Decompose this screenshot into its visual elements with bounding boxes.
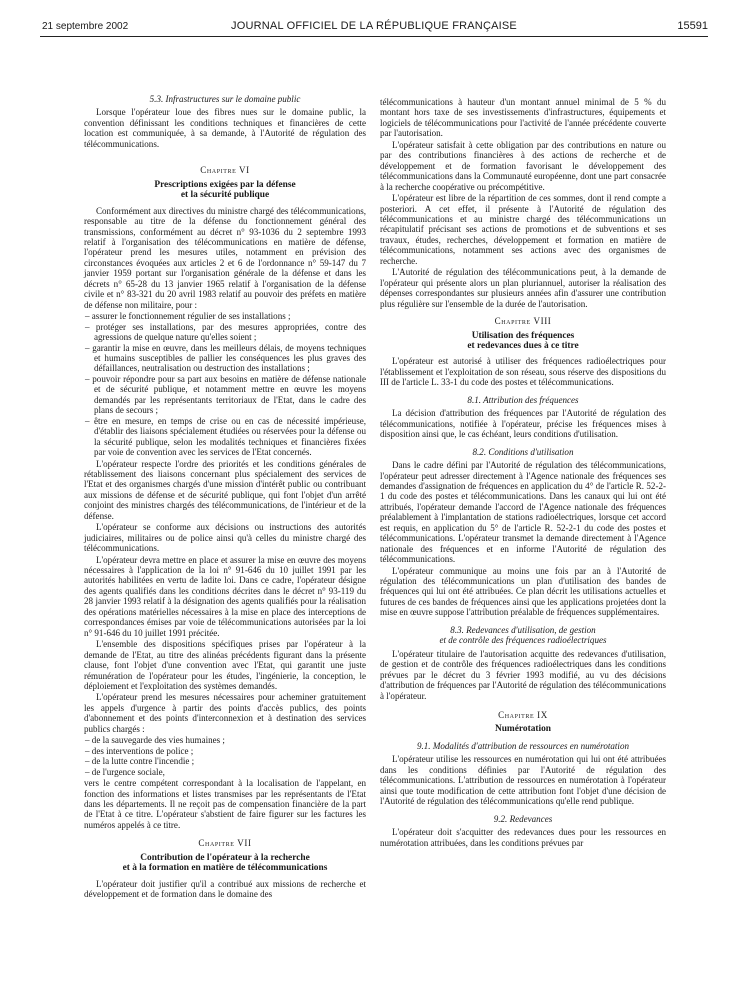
list-item: – être en mesure, en temps de crise ou en cas de nécessité impérieuse, d'établir des liaisons spécialement étudiées ou réservées pour la défense ou la sécurité publique, selon les modalités techniques et financières fixées par voie de convention avec les services de l'Etat concernés.	[84, 416, 366, 458]
section-9-2-heading: 9.2. Redevances	[493, 813, 553, 824]
chapter-8-title	[380, 331, 666, 352]
left-column	[84, 94, 366, 901]
list-item: – protéger ses installations, par des mesures appropriées, contre des agressions de quelque nature qu'elles soient ;	[84, 322, 366, 343]
paragraph: télécommunications à hauteur d'un montant annuel minimal de 5 % du montant hors taxe de ses investissements d'infrastructures, équipements et logiciels de télécommunications pour l'activité de l'année précédente couverte par l'autorisation.	[380, 97, 666, 139]
paragraph: L'opérateur communique au moins une fois par an à l'Autorité de régulation des télécommunications un plan d'utilisation des bandes de fréquences qui lui ont été attribuées. Ce plan décrit les utilisations actuelles et futures de ces bandes de fréquences ainsi que les applications projetées dont la mise en œuvre suppose l'attribution préalable de fréquences supplémentaires.	[380, 565, 666, 618]
header-title: JOURNAL OFFICIEL DE LA RÉPUBLIQUE FRANÇAISE	[231, 20, 517, 32]
paragraph: Lorsque l'opérateur loue des fibres nues sur le domaine public, la convention définissant les conditions techniques et financières de cette location est communiquée, à sa demande, à l'Autorité de régulation des télécommunications.	[84, 107, 366, 149]
paragraph: Dans le cadre défini par l'Autorité de régulation des télécommunications, l'opérateur peut adresser directement à l'Agence nationale des fréquences ses demandes d'assignation de fréquences en application du 4° de l'article R. 52-2-1 du code des postes et télécommunications. Dans les canaux qui lui ont été attribués, l'opérateur demande l'accord de l'Agence nationale des fréquences préalablement à l'implantation de stations radioélectriques, lorsque cet accord est requis, en application du 5° de l'article R. 52-2-1 du code des postes et télécommunications. L'opérateur transmet la demande directement à l'Agence nationale des fréquences et en informe l'Autorité de régulation des télécommunications.	[380, 460, 666, 565]
paragraph: L'ensemble des dispositions spécifiques prises par l'opérateur à la demande de l'Etat, au titre des alinéas précédents figurant dans la présente clause, font l'objet d'une convention avec l'Etat, qui garantit une juste rémunération de l'opérateur pour les études, l'ingénierie, la conception, le déploiement et l'exploitation des systèmes demandés.	[84, 639, 366, 692]
list-item: – assurer le fonctionnement régulier de ses installations ;	[84, 311, 366, 321]
chapter-8-title-line-2: et redevances dues à ce titre	[467, 340, 579, 351]
paragraph: L'opérateur satisfait à cette obligation par des contributions en nature ou par des contributions financières à des actions de recherche et de développement et de formation favorisant le développement des télécommunications dans la Communauté européenne, dont une part consacrée à la recherche coopérative ou précompétitive.	[380, 139, 666, 192]
list-item: – de l'urgence sociale,	[84, 767, 366, 777]
chapter-6-title	[84, 180, 366, 201]
chapter-8-title-line-1: Utilisation des fréquences	[471, 330, 575, 341]
chapter-9-label: Chapitre IX	[498, 710, 548, 721]
section-5-3-heading: 5.3. Infrastructures sur le domaine public	[149, 94, 301, 104]
section-8-1-heading: 8.1. Attribution des fréquences	[467, 394, 579, 405]
list-item: – garantir la mise en œuvre, dans les meilleurs délais, de moyens techniques et humains susceptibles de pallier les conséquences les plus graves des défaillances, neutralisation ou destruction des installations ;	[84, 343, 366, 374]
list-item: – de la sauvegarde des vies humaines ;	[84, 735, 366, 745]
section-8-3-heading-line-1: 8.3. Redevances d'utilisation, de gestion	[450, 624, 596, 635]
chapter-7-title	[84, 853, 366, 874]
defense-measures-list	[84, 311, 366, 457]
section-9-1-heading: 9.1. Modalités d'attribution de ressources en numérotation	[416, 740, 629, 751]
paragraph: Conformément aux directives du ministre chargé des télécommunications, responsable au titre de la défense du fonctionnement général des transmissions, conformément au décret n° 93-1036 du 2 septembre 1993 relatif à l'organisation des télécommunications en matière de défense, l'opérateur prend les mesures utiles, notamment en prévision des circonstances évoquées aux articles 2 et 6 de l'ordonnance n° 59-147 du 7 janvier 1959 portant sur l'organisation générale de la défense et dans les décrets n° 65-28 du 13 janvier 1965 relatif à l'organisation de la défense civile et n° 83-321 du 20 avril 1983 relatif au pouvoir des préfets en matière de défense non militaire, pour :	[84, 205, 366, 310]
paragraph: L'opérateur doit s'acquitter des redevances dues pour les ressources en numérotation attribuées, dans les conditions prévues par	[380, 827, 666, 848]
paragraph: L'opérateur devra mettre en place et assurer la mise en œuvre des moyens nécessaires à l'application de la loi n° 91-646 du 10 juillet 1991 par les autorités habilitées en vertu de ladite loi. Dans ce cadre, l'opérateur désigne des agents qualifiés dans les conditions décrites dans le décret n° 93-119 du 28 janvier 1993 relatif à la désignation des agents qualifiés pour la réalisation des opérations matérielles nécessaires à la mise en place des interceptions de correspondances émises par voie de télécommunications autorisées par la loi n° 91-646 du 10 juillet 1991 précitée.	[84, 554, 366, 638]
right-column	[380, 97, 666, 849]
section-8-3-heading-line-2: et de contrôle des fréquences radioélectriques	[439, 635, 607, 646]
chapter-7-title-line-1: Contribution de l'opérateur à la recherche	[140, 852, 310, 863]
paragraph: L'opérateur prend les mesures nécessaires pour acheminer gratuitement les appels d'urgence à partir des points d'accès publics, des points d'abonnement et des points d'interconnexion et à destination des services publics chargés :	[84, 692, 366, 734]
chapter-6-title-line-2: et la sécurité publique	[180, 190, 270, 201]
section-8-2-heading: 8.2. Conditions d'utilisation	[472, 446, 574, 457]
chapter-7-label: Chapitre VII	[198, 838, 252, 849]
section-8-3-heading	[380, 625, 666, 646]
header-date: 21 septembre 2002	[42, 21, 129, 32]
paragraph: L'opérateur est autorisé à utiliser des fréquences radioélectriques pour l'établissement et l'exploitation de son réseau, sous réserve des dispositions du III de l'article L. 33-1 du code des postes et télécommunications.	[380, 356, 666, 388]
paragraph: L'opérateur utilise les ressources en numérotation qui lui ont été attribuées dans les conditions définies par l'Autorité de régulation des télécommunications. L'attribution de ressources en numérotation à l'opérateur ainsi que toute modification de cette attribution font l'objet d'une décision de l'Autorité de régulation des télécommunications qu'elle rend publique.	[380, 754, 666, 807]
paragraph: L'opérateur se conforme aux décisions ou instructions des autorités judiciaires, militaires ou de police ainsi qu'à celles du ministre chargé des télécommunications.	[84, 522, 366, 554]
chapter-6-title-line-1: Prescriptions exigées par la défense	[154, 179, 296, 190]
page-header	[40, 14, 708, 37]
paragraph: L'opérateur doit justifier qu'il a contribué aux missions de recherche et développement et de formation dans le domaine des	[84, 878, 366, 900]
chapter-7-title-line-2: et à la formation en matière de télécommunications	[122, 863, 328, 874]
chapter-6-label: Chapitre VI	[200, 165, 250, 176]
paragraph: L'opérateur respecte l'ordre des priorités et les conditions générales de rétablissement des liaisons concernant plus spécialement des services de l'Etat et des organismes chargés d'une mission d'intérêt public ou contribuant aux missions de défense et de sécurité publique, qui font l'objet d'un arrêté conjoint des ministres chargés des télécommunications, de l'intérieur et de la défense.	[84, 458, 366, 521]
list-item: – des interventions de police ;	[84, 746, 366, 756]
emergency-services-list	[84, 735, 366, 777]
paragraph: L'opérateur titulaire de l'autorisation acquitte des redevances d'utilisation, de gestion et de contrôle des fréquences radioélectriques dans les conditions prévues par le décret du 3 février 1993 modifié, au vu des décisions d'attribution de fréquences par l'Autorité de régulation des télécommunications à l'opérateur.	[380, 648, 666, 701]
paragraph: vers le centre compétent correspondant à la localisation de l'appelant, en fonction des informations et listes transmises par les représentants de l'Etat dans les départements. Il ne reçoit pas de compensation financière de la part de l'Etat à ce titre. L'opérateur s'abstient de faire figurer sur les factures les numéros appelés à ce titre.	[84, 778, 366, 830]
paragraph: L'Autorité de régulation des télécommunications peut, à la demande de l'opérateur qui présente alors un plan pluriannuel, autoriser la réalisation des dépenses correspondantes sur plusieurs années afin d'assurer une contribution plus régulière sur l'ensemble de la durée de l'autorisation.	[380, 267, 666, 309]
header-page-number: 15591	[677, 20, 708, 32]
paragraph: L'opérateur est libre de la répartition de ces sommes, dont il rend compte a posteriori. A cet effet, il présente à l'Autorité de régulation des télécommunications et au ministre chargé des télécommunications un récapitulatif précisant ses actions de promotions et de subventions et ses travaux, études, recherches, développement et formation en matière de télécommunications, notamment ses actions avec des organismes de recherche.	[380, 193, 666, 266]
chapter-8-label: Chapitre VIII	[494, 316, 552, 327]
list-item: – pouvoir répondre pour sa part aux besoins en matière de défense nationale et de sécurité publique, et notamment mettre en œuvre les moyens demandés par les représentants territoriaux de l'Etat, dans le cadre des plans de secours ;	[84, 374, 366, 416]
paragraph: La décision d'attribution des fréquences par l'Autorité de régulation des télécommunications, notifiée à l'opérateur, précise les fréquences mises à disposition ainsi que, le cas échéant, leurs conditions d'utilisation.	[380, 408, 666, 440]
list-item: – de la lutte contre l'incendie ;	[84, 756, 366, 766]
chapter-9-title: Numérotation	[494, 724, 552, 735]
